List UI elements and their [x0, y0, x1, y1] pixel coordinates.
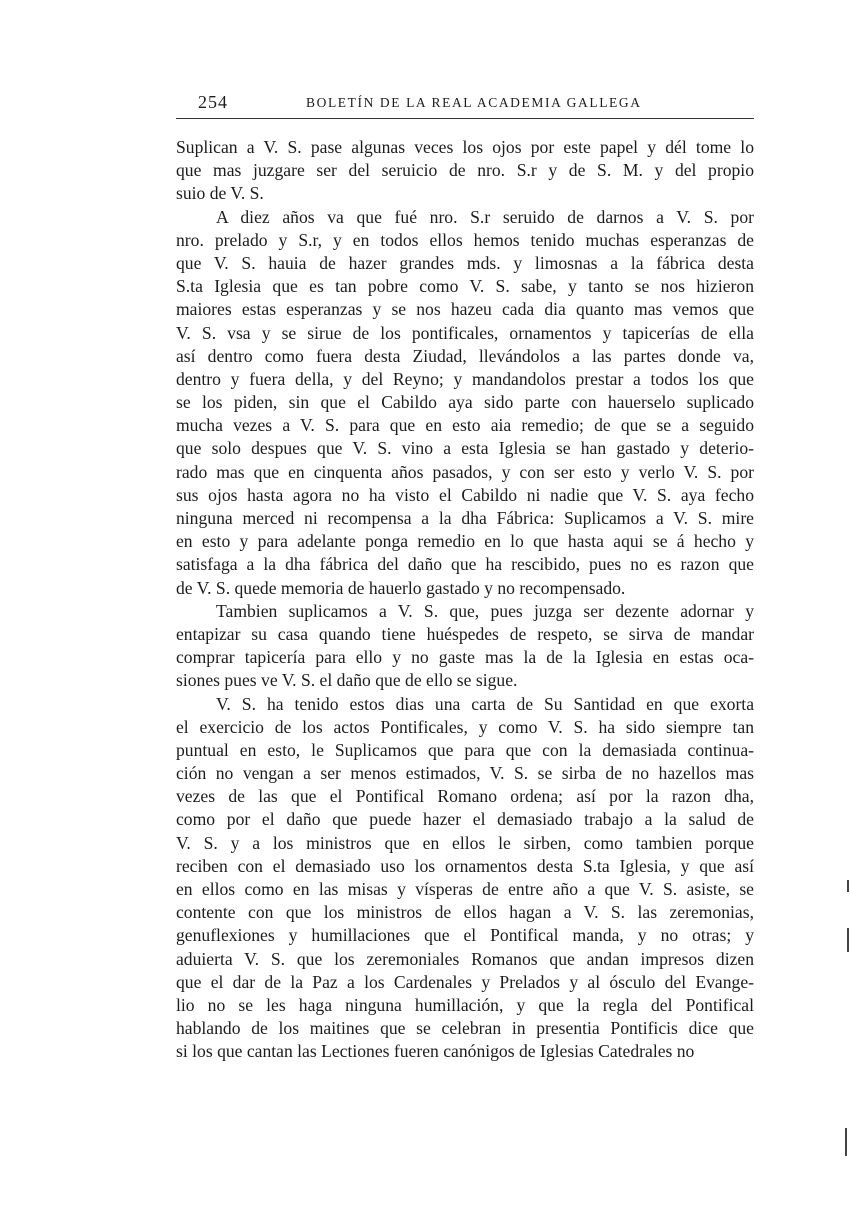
text-line: que mas juzgare ser del seruicio de nro. S.r y de S. M. y del propio — [176, 160, 754, 181]
text-line: V. S. ha tenido estos dias una carta de Su Santidad en que exorta — [216, 693, 754, 714]
text-line: S.ta Iglesia que es tan pobre como V. S. sabe, y tanto se nos hizieron — [176, 276, 754, 297]
text-line: sus ojos hasta agora no ha visto el Cabildo ni nadie que V. S. aya fecho — [176, 484, 754, 505]
text-line: así dentro como fuera desta Ziudad, llevándolos a las partes donde va, — [176, 345, 754, 366]
text-line: comprar tapicería para ello y no gaste mas la de la Iglesia en estas oca- — [176, 647, 754, 668]
text-line: siones pues ve V. S. el daño que de ello se sigue. — [176, 670, 518, 691]
text-line: V. S. vsa y se sirue de los pontificales, ornamentos y tapicerías de ella — [176, 322, 754, 343]
text-line: como por el daño que puede hazer el demasiado trabajo a la salud de — [176, 809, 754, 830]
text-line: satisfaga a la dha fábrica del daño que ha rescibido, pues no es razon que — [176, 554, 754, 575]
margin-mark — [847, 880, 849, 892]
text-line: hablando de los maitines que se celebran in presentia Pontificis dice que — [176, 1018, 754, 1039]
text-line: lio no se les haga ninguna humillación, y que la regla del Pontifical — [176, 994, 754, 1015]
margin-mark — [847, 928, 849, 952]
text-line: rado mas que en cinquenta años pasados, y con ser esto y verlo V. S. por — [176, 461, 754, 482]
text-line: Suplican a V. S. pase algunas veces los ojos por este papel y dél tome lo — [176, 137, 754, 157]
text-line: V. S. y a los ministros que en ellos le sirben, como tambien porque — [176, 832, 754, 853]
margin-mark — [845, 1128, 847, 1156]
text-line: A diez años va que fué nro. S.r seruido de darnos a V. S. por — [216, 206, 754, 227]
paragraph — [176, 136, 754, 206]
text-line: en esto y para adelante ponga remedio en lo que hasta aqui se á hecho y — [176, 531, 754, 552]
text-line: mucha vezes a V. S. para que en esto aia remedio; de que se a seguido — [176, 415, 754, 436]
text-line: de V. S. quede memoria de hauerlo gastado y no recompensado. — [176, 577, 626, 598]
text-line: ción no vengan a ser menos estimados, V. S. se sirba de no hazellos mas — [176, 763, 754, 784]
text-line: nro. prelado y S.r, y en todos ellos hemos tenido muchas esperanzas de — [176, 229, 754, 250]
text-line: dentro y fuera della, y del Reyno; y mandandolos prestar a todos los que — [176, 368, 754, 389]
text-line: aduierta V. S. que los zeremoniales Romanos que andan impresos dizen — [176, 948, 754, 969]
text-line: suio de V. S. — [176, 183, 264, 204]
text-line: se los piden, sin que el Cabildo aya sido parte con hauerselo suplicado — [176, 392, 754, 413]
paragraph — [176, 600, 754, 693]
text-line: genuflexiones y humillaciones que el Pontifical manda, y no otras; y — [176, 925, 754, 946]
text-line: en ellos como en las misas y vísperas de entre año a que V. S. asiste, se — [176, 879, 754, 899]
text-line: que solo despues que V. S. vino a esta Iglesia se han gastado y deterio- — [176, 438, 754, 459]
text-line: si los que cantan las Lectiones fueren canónigos de Iglesias Catedrales no — [176, 1041, 695, 1062]
text-line: ninguna merced ni recompensa a la dha Fábrica: Suplicamos a V. S. mire — [176, 508, 754, 528]
text-line: vezes de las que el Pontifical Romano ordena; así por la razon dha, — [176, 786, 754, 807]
text-line: contente con que los ministros de ellos hagan a V. S. las zeremonias, — [176, 902, 754, 923]
paragraph — [176, 693, 754, 1064]
body-text — [176, 136, 754, 1064]
text-line: el exercicio de los actos Pontificales, y como V. S. ha sido siempre tan — [176, 716, 754, 737]
page-header — [176, 92, 754, 122]
text-line: maiores estas esperanzas y se nos hazeu cada dia quanto mas vemos que — [176, 299, 754, 320]
text-line: entapizar su casa quando tiene huéspedes de respeto, se sirva de mandar — [176, 623, 754, 644]
text-line: puntual en esto, le Suplicamos que para que con la demasiada continua- — [176, 739, 754, 760]
text-line: Tambien suplicamos a V. S. que, pues juzga ser dezente adornar y — [216, 600, 754, 621]
header-rule — [176, 118, 754, 119]
page-number: 254 — [198, 92, 228, 112]
text-line: que V. S. hauia de hazer grandes mds. y limosnas a la fábrica desta — [176, 252, 754, 273]
paragraph — [176, 206, 754, 600]
running-head: BOLETÍN DE LA REAL ACADEMIA GALLEGA — [306, 95, 642, 110]
text-line: reciben con el demasiado uso los ornamentos desta S.ta Iglesia, y que así — [176, 855, 754, 876]
text-line: que el dar de la Paz a los Cardenales y Prelados y al ósculo del Evange- — [176, 971, 754, 992]
